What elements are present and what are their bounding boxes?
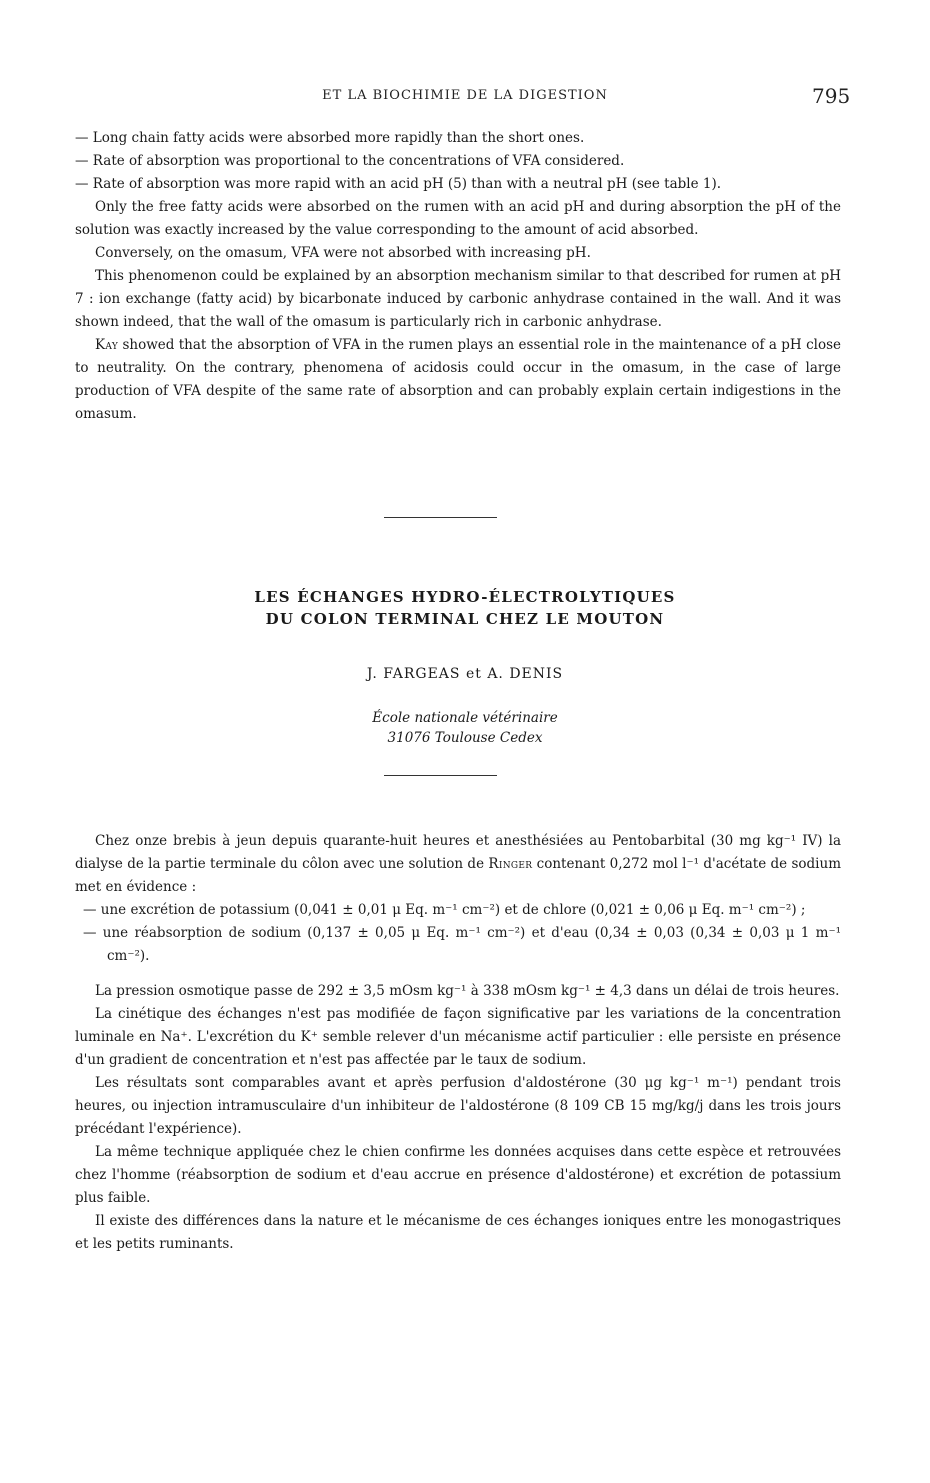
authors: J. FARGEAS et A. DENIS: [366, 666, 564, 682]
article-title: [0, 586, 930, 630]
result-item: — une excrétion de potassium (0,041 ± 0,01 μ Eq. m⁻¹ cm⁻²) et de chlore (0,021 ± 0,06 μ Eq. m⁻¹ cm⁻²) ;: [83, 902, 806, 918]
paragraph: Les résultats sont comparables avant et après perfusion d'aldostérone (30 μg kg⁻¹ m⁻¹) pendant trois heures, ou injection intramusculaire d'un inhibiteur de l'aldostérone (8 109 CB 15 mg/kg/j dans les trois jours précédant l'expérience).: [75, 1075, 841, 1137]
page-number: 795: [812, 84, 851, 108]
result-item: — une réabsorption de sodium (0,137 ± 0,05 μ Eq. m⁻¹ cm⁻²) et d'eau (0,34 ± 0,03 (0,34 ± 0,03 μ 1 m⁻¹ cm⁻²).: [83, 925, 841, 964]
section-divider: [384, 775, 497, 776]
intro-paragraph: [75, 830, 841, 899]
paragraph: Il existe des différences dans la nature et le mécanisme de ces échanges ioniques entre les monogastriques et les petits ruminants.: [75, 1213, 841, 1252]
ringer-name: Ringer: [488, 856, 533, 872]
section-divider: [384, 517, 497, 518]
paragraph-kay: [75, 334, 841, 426]
affiliation-line: 31076 Toulouse Cedex: [387, 730, 543, 746]
previous-article-conclusion: [75, 127, 841, 426]
intro-text: Chez onze brebis à jeun depuis quarante-huit heures et anesthésiées au Pentobarbital (30 mg kg⁻¹ IV) la dialyse de la partie terminale du côlon avec une solution de: [75, 833, 841, 872]
finding-line: — Long chain fatty acids were absorbed more rapidly than the short ones.: [75, 130, 585, 146]
affiliation: [0, 708, 930, 748]
paragraph: La cinétique des échanges n'est pas modifiée de façon significative par les variations de la concentration luminale en Na⁺. L'excrétion du K⁺ semble relever d'un mécanisme actif particulier : elle persiste en présence d'un gradient de concentration et n'est pas affectée par le taux de sodium.: [75, 1006, 841, 1068]
paragraph: La même technique appliquée chez le chien confirme les données acquises dans cette espèce et retrouvées chez l'homme (réabsorption de sodium et d'eau accrue en présence d'aldostérone) et excrétion de potassium plus faible.: [75, 1144, 841, 1206]
finding-line: — Rate of absorption was proportional to the concentrations of VFA considered.: [75, 153, 625, 169]
paragraph: Conversely, on the omasum, VFA were not absorbed with increasing pH.: [95, 245, 591, 261]
affiliation-line: École nationale vétérinaire: [372, 710, 558, 726]
title-line: LES ÉCHANGES HYDRO-ÉLECTROLYTIQUES: [254, 588, 676, 606]
paragraph: Only the free fatty acids were absorbed on the rumen with an acid pH and during absorption the pH of the solution was exactly increased by the value corresponding to the amount of acid absorbed.: [75, 199, 841, 238]
author-name: Kay: [95, 337, 119, 353]
running-head: ET LA BIOCHIMIE DE LA DIGESTION: [322, 88, 608, 103]
paragraph: La pression osmotique passe de 292 ± 3,5 mOsm kg⁻¹ à 338 mOsm kg⁻¹ ± 4,3 dans un délai de trois heures.: [95, 983, 840, 999]
paragraph: This phenomenon could be explained by an absorption mechanism similar to that described for rumen at pH 7 : ion exchange (fatty acid) by bicarbonate induced by carbonic anhydrase contained in the wall. And it was shown indeed, that the wall of the omasum is particularly rich in carbonic anhydrase.: [75, 268, 841, 330]
title-line: DU COLON TERMINAL CHEZ LE MOUTON: [265, 610, 665, 628]
finding-line: — Rate of absorption was more rapid with an acid pH (5) than with a neutral pH (see table 1).: [75, 176, 722, 192]
article-body: [75, 830, 841, 1256]
paragraph-text: showed that the absorption of VFA in the rumen plays an essential role in the maintenance of a pH close to neutrality. On the contrary, phenomena of acidosis could occur in the omasum, in the case of large production of VFA despite of the same rate of absorption and can probably explain certain indigestions in the omasum.: [75, 337, 841, 422]
intro-text: contenant 0,272 mol l⁻¹ d'acétate de sodium met en évidence :: [75, 856, 841, 895]
